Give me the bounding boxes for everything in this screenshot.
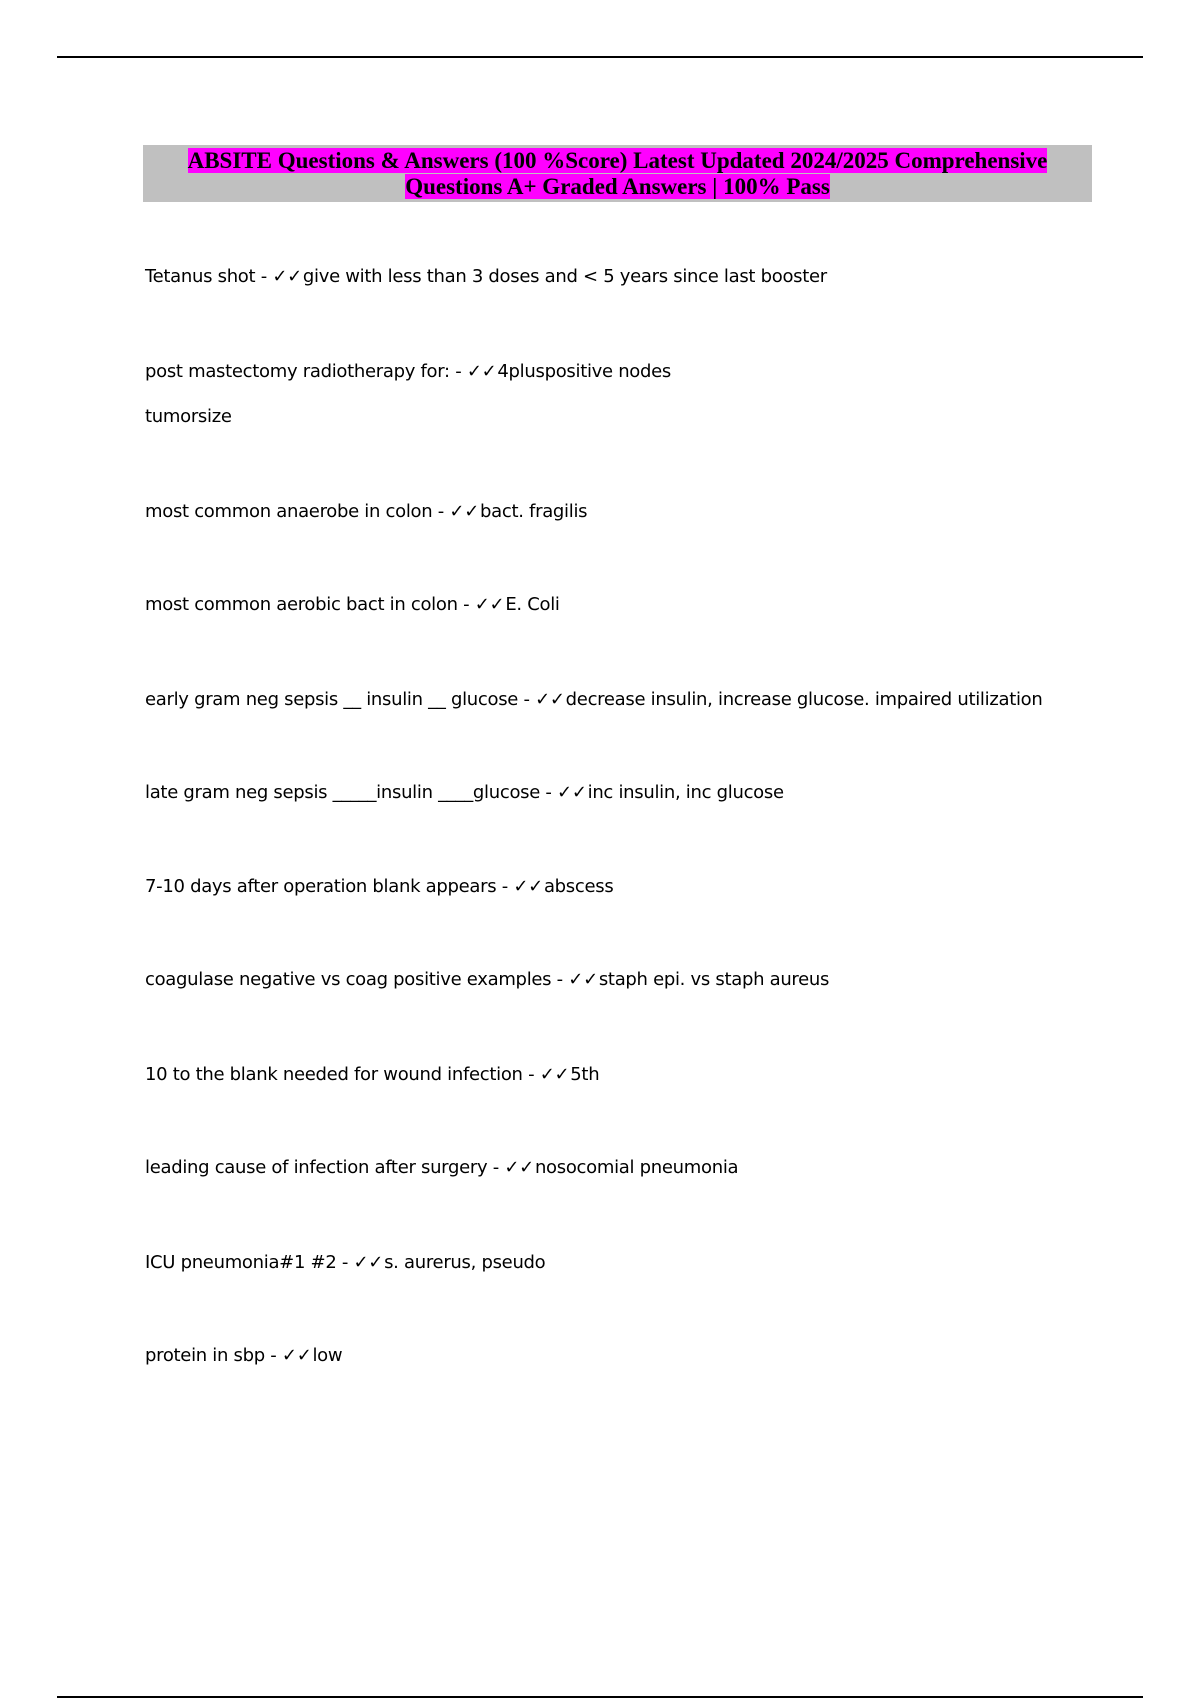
qa-item <box>145 1064 599 1086</box>
qa-item <box>145 594 560 616</box>
document-title <box>148 148 1088 200</box>
qa-item <box>145 361 671 383</box>
question-text: early gram neg sepsis __ insulin __ glucose - <box>145 689 536 710</box>
question-text: 10 to the blank needed for wound infection - <box>145 1064 540 1085</box>
question-text: coagulase negative vs coag positive examples - <box>145 969 569 990</box>
double-check-icon: ✓✓ <box>449 501 479 522</box>
document-title-banner <box>143 145 1092 202</box>
footer-rule <box>57 1696 1143 1698</box>
question-text: Tetanus shot - <box>145 266 273 287</box>
question-text: leading cause of infection after surgery - <box>145 1157 505 1178</box>
qa-item <box>145 501 587 523</box>
question-text: 7-10 days after operation blank appears - <box>145 876 514 897</box>
answer-text: staph epi. vs staph aureus <box>598 969 830 990</box>
answer-text: decrease insulin, increase glucose. impaired utilization <box>565 689 1043 710</box>
double-check-icon: ✓✓ <box>557 782 587 803</box>
answer-text: low <box>312 1345 343 1366</box>
qa-item <box>145 782 784 804</box>
answer-text: nosocomial pneumonia <box>534 1157 739 1178</box>
qa-item-continuation <box>145 406 232 428</box>
question-text: post mastectomy radiotherapy for: - <box>145 361 467 382</box>
header-rule <box>57 56 1143 58</box>
qa-item <box>145 266 827 288</box>
double-check-icon: ✓✓ <box>272 266 302 287</box>
answer-text: bact. fragilis <box>480 501 588 522</box>
answer-text: tumorsize <box>145 406 232 427</box>
answer-text: 4pluspositive nodes <box>497 361 671 382</box>
qa-item <box>145 1345 342 1367</box>
double-check-icon: ✓✓ <box>568 969 598 990</box>
qa-item <box>145 876 613 898</box>
answer-text: E. Coli <box>505 594 560 615</box>
question-text: protein in sbp - <box>145 1345 282 1366</box>
answer-text: give with less than 3 doses and < 5 years since last booster <box>302 266 827 287</box>
title-line-2: Questions A+ Graded Answers | 100% Pass <box>405 173 830 199</box>
double-check-icon: ✓✓ <box>513 876 543 897</box>
answer-text: 5th <box>570 1064 600 1085</box>
qa-item <box>145 689 1042 711</box>
double-check-icon: ✓✓ <box>466 361 497 382</box>
question-text: ICU pneumonia#1 #2 - <box>145 1252 354 1273</box>
answer-text: s. aurerus, pseudo <box>384 1252 546 1273</box>
double-check-icon: ✓✓ <box>474 594 505 615</box>
answer-text: abscess <box>543 876 614 897</box>
qa-item <box>145 1252 545 1274</box>
qa-item <box>145 969 829 991</box>
double-check-icon: ✓✓ <box>539 1064 570 1085</box>
double-check-icon: ✓✓ <box>353 1252 384 1273</box>
question-text: most common aerobic bact in colon - <box>145 594 475 615</box>
question-text: late gram neg sepsis _____insulin ____glucose - <box>145 782 558 803</box>
double-check-icon: ✓✓ <box>281 1345 312 1366</box>
qa-item <box>145 1157 738 1179</box>
double-check-icon: ✓✓ <box>535 689 565 710</box>
answer-text: inc insulin, inc glucose <box>587 782 784 803</box>
double-check-icon: ✓✓ <box>504 1157 534 1178</box>
question-text: most common anaerobe in colon - <box>145 501 450 522</box>
title-line-1: ABSITE Questions & Answers (100 %Score) Latest Updated 2024/2025 Comprehensive <box>187 147 1048 173</box>
